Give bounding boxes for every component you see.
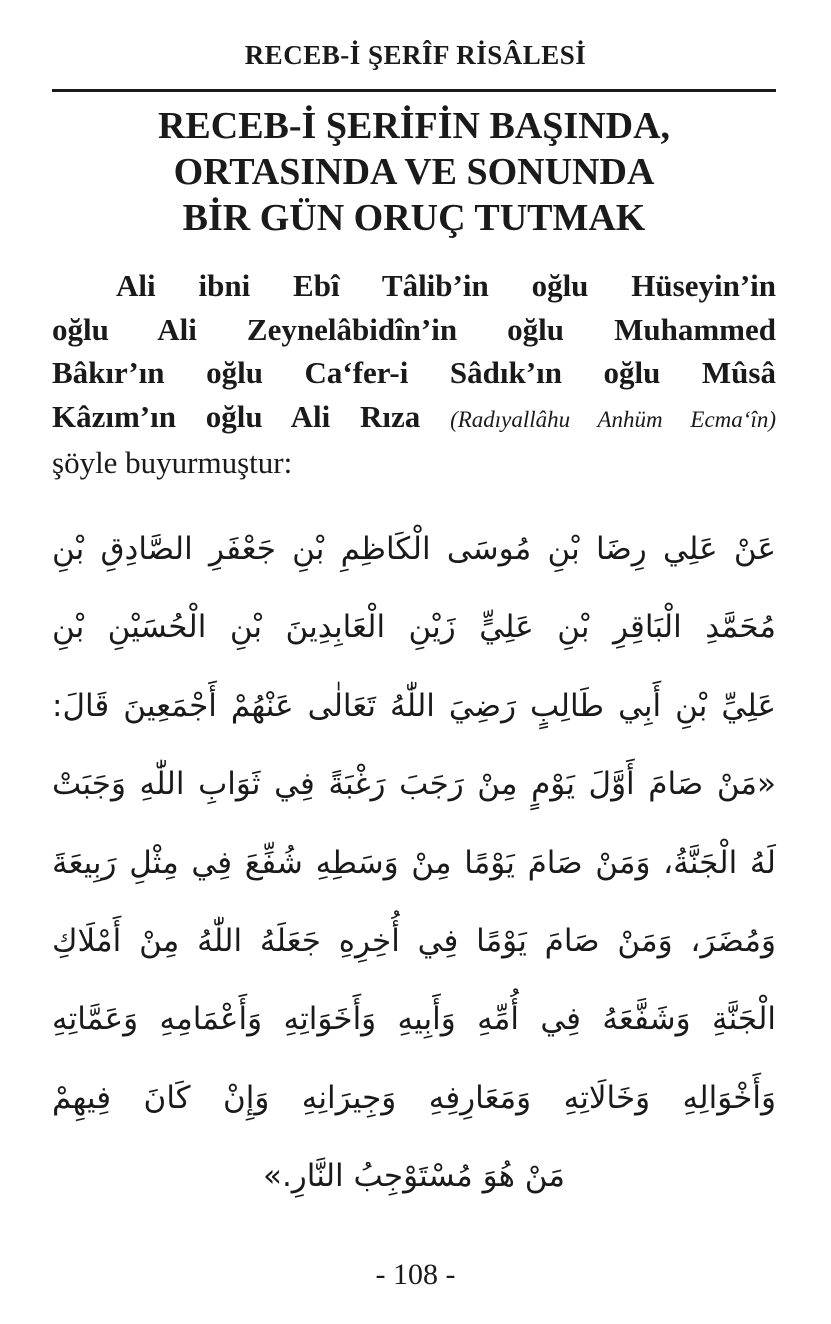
intro-line <box>52 264 776 308</box>
intro-paragraph <box>52 264 776 485</box>
arabic-hadith-text <box>52 510 776 1216</box>
intro-line <box>52 351 776 395</box>
arabic-line: مُحَمَّدِ الْبَاقِرِ بْنِ عَلِيٍّ زَيْنِ الْعَابِدِينَ بْنِ الْحُسَيْنِ بْنِ <box>52 609 776 646</box>
prayer-formula: (Radıyallâhu Anhüm Ecmaʻîn) <box>450 406 776 432</box>
header-rule <box>52 89 776 92</box>
intro-line: şöyle buyurmuştur: <box>52 445 293 480</box>
intro-line <box>52 308 776 352</box>
arabic-line: عَنْ عَلِي رِضَا بْنِ مُوسَى الْكَاظِمِ بْنِ جَعْفَرِ الصَّادِقِ بْنِ <box>52 531 776 567</box>
arabic-line: لَهُ الْجَنَّةُ، وَمَنْ صَامَ يَوْمًا مِنْ وَسَطِهِ شُفِّعَ فِي مِثْلِ رَبِيعَةَ <box>52 844 776 881</box>
arabic-line: وَمُضَرَ، وَمَنْ صَامَ يَوْمًا فِي أُخِرِهِ جَعَلَهُ اللّٰهُ مِنْ أَمْلَاكِ <box>52 923 776 960</box>
intro-text: Kâzım’ın oğlu Ali Rıza <box>52 398 421 434</box>
arabic-line: مَنْ هُوَ مُسْتَوْجِبُ النَّارِ.» <box>262 1158 565 1195</box>
intro-text: Ali ibni Ebî Tâlib’in oğlu Hüseyin’in <box>116 268 776 303</box>
arabic-line: وَأَخْوَالِهِ وَخَالَاتِهِ وَمَعَارِفِهِ وَجِيرَانِهِ وَإِنْ كَانَ فِيهِمْ <box>52 1079 776 1116</box>
chapter-title-line: ORTASINDA VE SONUNDA <box>173 151 655 193</box>
chapter-title-line: RECEB-İ ŞERİFİN BAŞINDA, <box>157 105 671 147</box>
intro-text: Bâkır’ın oğlu Caʻfer-i Sâdık’ın oğlu Mûsâ <box>52 355 776 390</box>
chapter-title <box>52 103 776 241</box>
arabic-line: عَلِيِّ بْنِ أَبِي طَالِبٍ رَضِيَ اللّٰهُ تَعَالٰى عَنْهُمْ أَجْمَعِينَ قَالَ: <box>52 687 776 724</box>
intro-text: oğlu Ali Zeynelâbidîn’in oğlu Muhammed <box>52 311 776 347</box>
arabic-line: الْجَنَّةِ وَشَفَّعَهُ فِي أُمِّهِ وَأَبِيهِ وَأَخَوَاتِهِ وَأَعْمَامِهِ وَعَمَّاتِهِ <box>52 1001 776 1038</box>
chapter-title-line: BİR GÜN ORUÇ TUTMAK <box>182 197 646 239</box>
page-number: - 108 - <box>375 1258 456 1291</box>
arabic-line: «مَنْ صَامَ أَوَّلَ يَوْمٍ مِنْ رَجَبَ رَغْبَةً فِي ثَوَابِ اللّٰهِ وَجَبَتْ <box>52 766 776 803</box>
running-header: RECEB-İ ŞERÎF RİSÂLESİ <box>244 40 587 70</box>
intro-line <box>52 395 776 442</box>
